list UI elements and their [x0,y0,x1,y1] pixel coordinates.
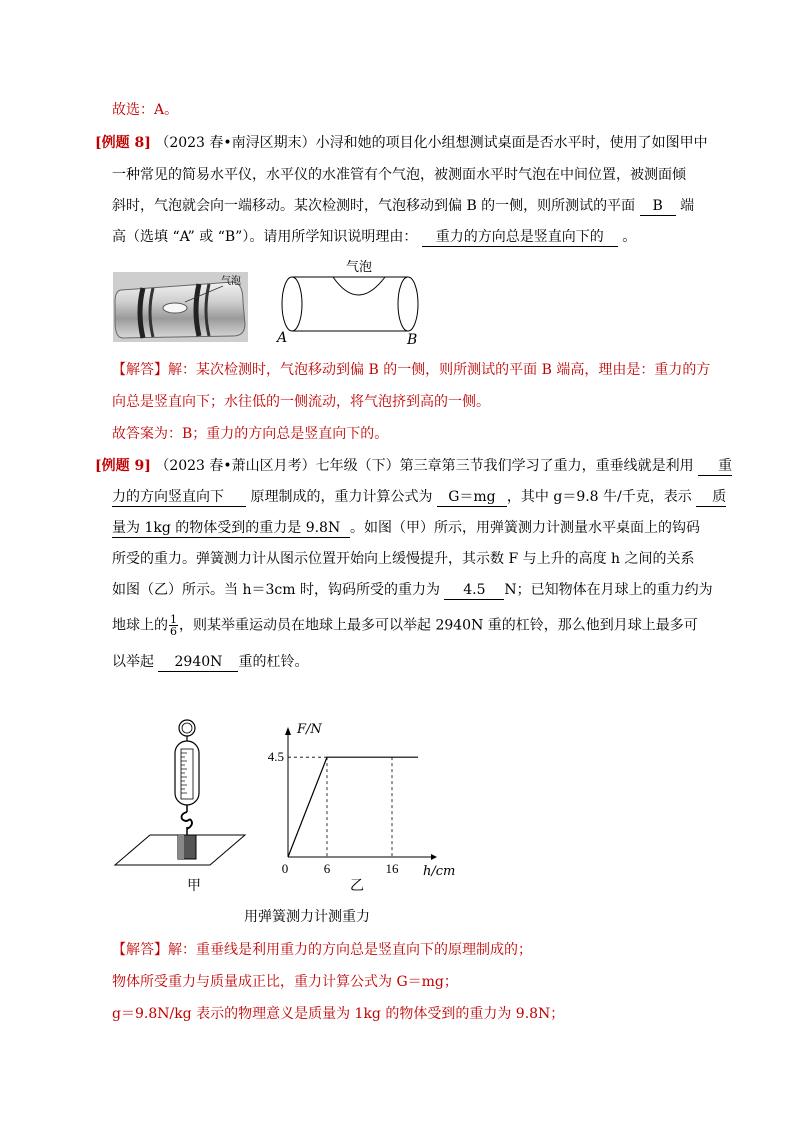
ex9-text-7a: 以举起 [112,654,154,670]
ex8-blank-1: B [640,197,676,216]
fig-bubble-label: 气泡 [346,260,373,275]
ex9-blank-5: 2940N [158,653,238,672]
ex9-tag: [例题 9] [95,458,151,474]
ex9-text-2b: 原理制成的，重力计算公式为 [250,489,433,505]
ex9-answer-2: 物体所受重力与质量成正比，重力计算公式为 G＝mg； [112,974,458,990]
fig-label-b: B [407,332,418,348]
ex8-tag: [例题 8] [95,135,151,151]
ex9-text-3b: 。如图（甲）所示，用弹簧测力计测量水平桌面上的钩码 [350,520,700,536]
ex9-text-2c: ，其中 g＝9.8 牛/千克，表示 [506,489,692,505]
ex9-line-5 [112,580,713,600]
y-axis-label [297,720,322,740]
series-line [288,757,418,857]
fraction-one-sixth [169,614,178,637]
x-tick-0: 0 [281,861,289,876]
fig-yi-label: 乙 [350,878,364,894]
ex9-text-1: （2023 春•萧山区月考）七年级（下）第三章第三节我们学习了重力，重垂线就是利用 [155,458,694,474]
bubble-arc [333,277,385,295]
ex9-answer-text-1: 解：重垂线是利用重力的方向总是竖直向下的原理制成的； [168,942,532,958]
ex9-line-6 [112,614,698,637]
ex8-blank-2: 重力的方向总是竖直向下的 [422,228,618,247]
fig-label-a: A [277,330,288,346]
ex9-text-6b: ，则某举重运动员在地球上最多可以举起 2940N 重的杠铃，那么他到月球上最多可 [179,617,698,634]
ex9-text-5b: N；已知物体在月球上的重力约为 [504,582,713,598]
ex9-text-5a: 如图（乙）所示。当 h＝3cm 时，钩码所受的重力为 [112,582,440,598]
ex9-line-2 [112,487,726,507]
ex8-text-1: （2023 春•南浔区期末）小浔和她的项目化小组想测试桌面是否水平时，使用了如图甲中 [155,135,708,151]
x-axis-arrow [431,854,437,860]
ex8-text-4: 高（选填 “A” 或 “B”）。请用所学知识说明理由： [112,229,418,245]
ex9-text-7b: 重的杠铃。 [238,654,309,670]
x-axis-label [423,862,455,882]
ex8-answer-1 [112,360,710,380]
ex9-blank-3b: 量为 1kg 的物体受到的重力是 9.8N [112,519,350,538]
ex9-answer-3: g＝9.8N/kg 表示的物理意义是质量为 1kg 的物体受到的重力为 9.8N； [112,1006,565,1022]
fig-jia-label: 甲 [187,878,201,894]
x-tick-16: 16 [385,861,399,876]
ex8-line-4 [112,227,636,247]
ex9-line-3 [112,518,700,538]
ex8-answer-2: 向总是竖直向下；水往低的一侧流动，将气泡挤到高的一侧。 [112,394,490,410]
spring-scale-figure [110,715,270,875]
photo-bubble-label: 气泡 [221,276,241,287]
ex9-blank-2: G＝mg [437,488,507,507]
y-axis-arrow [285,727,291,735]
y-axis-label-text: F/N [297,722,322,737]
ex9-line-4: 所受的重力。弹簧测力计从图示位置开始向上缓慢提升，其示数 F 与上升的高度 h 之间的关系 [112,551,695,567]
ex8-line-1 [95,133,708,153]
ex8-line-3 [112,196,694,216]
ex9-blank-3a: 质 [696,488,726,507]
ex9-text-6a: 地球上的 [112,617,168,634]
ex9-blank-1a: 重 [698,457,732,476]
ex9-blank-1b: 力的方向竖直向下 [112,488,246,507]
ex8-answer-tag: 【解答】 [112,362,168,378]
ex9-line-7 [112,652,308,672]
frac-num: 1 [170,613,177,626]
force-height-chart [255,715,470,885]
figure-caption: 用弹簧测力计测重力 [244,909,370,925]
ex9-answer-1 [112,940,532,960]
y-tick-4.5: 4.5 [267,749,284,765]
frac-den: 6 [170,625,177,638]
prev-answer: 故选：A。 [112,102,179,118]
ex8-answer-3: 故答案为：B；重力的方向总是竖直向下的。 [112,426,389,442]
ex8-text-3b: 端 [680,198,695,214]
ex8-line-2: 一种常见的简易水平仪，水平仪的水准管有个气泡，被测面水平时气泡在中间位置，被测面倾 [112,167,686,183]
ex9-answer-tag: 【解答】 [112,942,168,958]
ex8-text-3: 斜时，气泡就会向一端移动。某次检测时，气泡移动到偏 B 的一侧，则所测试的平面 [112,198,636,214]
ex9-line-1 [95,456,732,476]
x-axis-label-text: h/cm [423,864,456,879]
x-tick-6: 6 [323,861,331,876]
ex8-text-4b: 。 [622,229,637,245]
level-photo [113,272,248,342]
ex8-answer-text-1: 解：某次检测时，气泡移动到偏 B 的一侧，则所测试的平面 B 端高，理由是：重力的方 [168,362,711,378]
ex9-blank-4: 4.5 [444,581,504,600]
